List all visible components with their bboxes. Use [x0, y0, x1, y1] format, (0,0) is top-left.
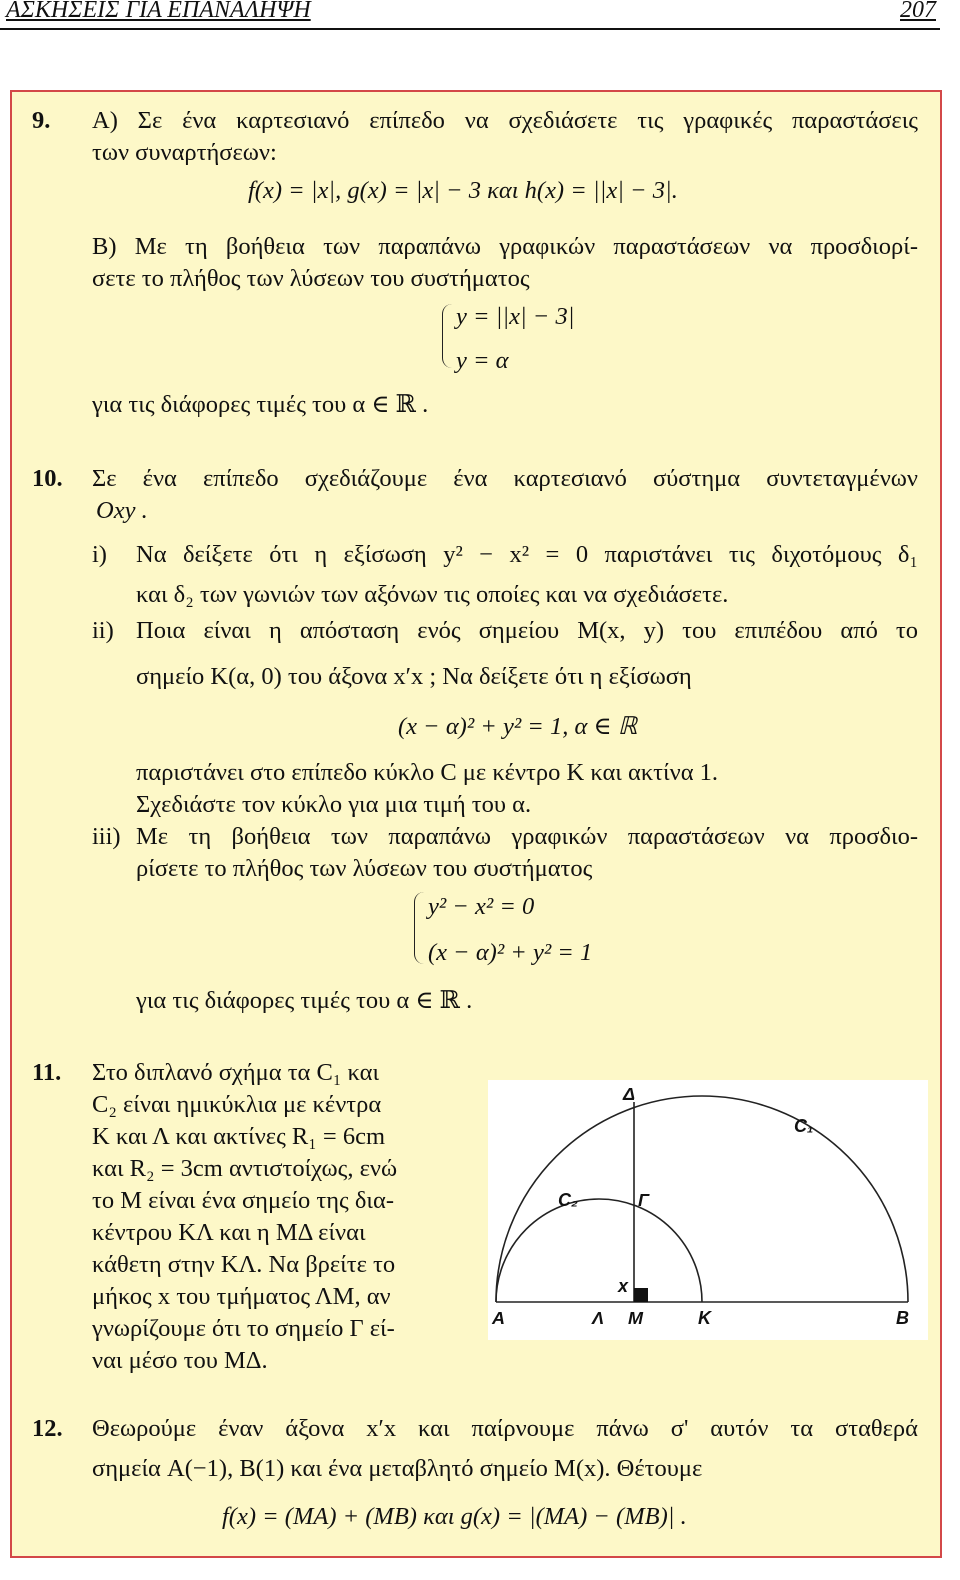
exercise-9-number: 9.: [32, 107, 51, 134]
ex11-text-line: K και Λ και ακτίνες R₁ = 6cm: [92, 1123, 386, 1150]
label-x: x: [618, 1276, 629, 1296]
chapter-title: ΑΣΚΗΣΕΙΣ ΓΙΑ ΕΠΑΝΑΛΗΨΗ: [6, 0, 311, 23]
ex10-iii-line1: Με τη βοήθεια των παραπάνω γραφικών παραστάσεων να προσδιο-: [136, 823, 918, 850]
ex12-line1: Θεωρούμε έναν άξονα x′x και παίρνουμε πάνω σ' αυτόν τα σταθερά: [92, 1415, 918, 1442]
label-lambda: Λ: [592, 1308, 605, 1328]
ex9-closing: για τις διάφορες τιμές του α ∈ ℝ .: [92, 391, 429, 418]
ex9-system-eq1: y = ||x| − 3|: [456, 303, 575, 330]
ex10-system-eq2: (x − α)² + y² = 1: [428, 939, 593, 966]
ex10-line1: Σε ένα επίπεδο σχεδιάζουμε ένα καρτεσιανό σύστημα συντεταγμένων: [92, 465, 918, 492]
ex10-ii-line3: παριστάνει στο επίπεδο κύκλο C με κέντρο K και ακτίνα 1.: [136, 759, 719, 786]
label-b: B: [896, 1308, 909, 1328]
exercise-10-number: 10.: [32, 465, 63, 492]
label-gamma: Γ: [638, 1190, 649, 1210]
ex11-text-line: το M είναι ένα σημείο της δια-: [92, 1187, 394, 1214]
ex9-part-b-line1: Β) Με τη βοήθεια των παραπάνω γραφικών παραστάσεων να προσδιορί-: [92, 233, 918, 260]
ex10-ii-equation: (x − α)² + y² = 1, α ∈ ℝ: [398, 713, 638, 740]
ex11-text-line: C₂ είναι ημικύκλια με κέντρα: [92, 1091, 382, 1118]
ex11-text-line: και R₂ = 3cm αντιστοίχως, ενώ: [92, 1155, 398, 1182]
ex9-part-a-line1: Α) Σε ένα καρτεσιανό επίπεδο να σχεδιάσετε τις γραφικές παραστάσεις: [92, 107, 918, 134]
ex10-system-eq1: y² − x² = 0: [428, 893, 535, 920]
ex9-system-brace: [442, 304, 455, 368]
ex11-text-line: ναι μέσο του ΜΔ.: [92, 1347, 268, 1374]
ex10-i-line1: Να δείξετε ότι η εξίσωση y² − x² = 0 παριστάνει τις διχοτόμους δ₁: [136, 541, 918, 568]
ex10-ii-line1: Ποια είναι η απόσταση ενός σημείου M(x, y) του επιπέδου από το: [136, 617, 918, 644]
label-c2: C₂: [558, 1190, 578, 1210]
label-m: Μ: [628, 1308, 643, 1328]
ex10-iii-label: iii): [92, 823, 121, 850]
ex9-system-eq2: y = α: [456, 347, 509, 374]
ex9-part-b-line2: σετε το πλήθος των λύσεων του συστήματος: [92, 265, 530, 292]
ex10-i-label: i): [92, 541, 107, 568]
ex11-text-line: κάθετη στην ΚΛ. Να βρείτε το: [92, 1251, 396, 1278]
ex10-closing: για τις διάφορες τιμές του α ∈ ℝ .: [136, 987, 473, 1014]
ex10-iii-line2: ρίσετε το πλήθος των λύσεων του συστήματος: [136, 855, 593, 882]
ex9-part-a-line2: των συναρτήσεων:: [92, 139, 277, 166]
ex9-functions: f(x) = |x|, g(x) = |x| − 3 και h(x) = ||x| − 3|.: [248, 177, 678, 204]
ex11-text-line: Στο διπλανό σχήμα τα C₁ και: [92, 1059, 380, 1086]
ex11-text-line: κέντρου ΚΛ και η ΜΔ είναι: [92, 1219, 366, 1246]
exercise-12-number: 12.: [32, 1415, 63, 1442]
ex10-line2: Oxy .: [96, 497, 148, 524]
ex10-i-line2: και δ₂ των γωνιών των αξόνων τις οποίες και να σχεδιάσετε.: [136, 581, 729, 608]
right-angle-marker: [634, 1288, 648, 1302]
ex10-ii-line4: Σχεδιάστε τον κύκλο για μια τιμή του α.: [136, 791, 532, 818]
ex12-line2: σημεία A(−1), B(1) και ένα μεταβλητό σημείο M(x). Θέτουμε: [92, 1455, 703, 1482]
semicircles-figure: [488, 1080, 928, 1340]
ex10-system-brace: [414, 892, 427, 964]
label-c1: C₁: [794, 1116, 814, 1136]
ex12-line3: f(x) = (MA) + (MB) και g(x) = |(MA) − (MB)| .: [222, 1503, 687, 1530]
ex11-text-line: γνωρίζουμε ότι το σημείο Γ εί-: [92, 1315, 395, 1342]
ex11-text-line: μήκος x του τμήματος ΛΜ, αν: [92, 1283, 391, 1310]
page-number: 207: [900, 0, 936, 23]
page-header: [0, 0, 940, 30]
label-a: Α: [492, 1308, 505, 1328]
ex10-ii-label: ii): [92, 617, 114, 644]
label-k: K: [698, 1308, 711, 1328]
exercise-11-number: 11.: [32, 1059, 62, 1086]
label-delta: Δ: [623, 1084, 636, 1104]
ex10-ii-line2: σημείο K(α, 0) του άξονα x′x ; Να δείξετε ότι η εξίσωση: [136, 663, 692, 690]
